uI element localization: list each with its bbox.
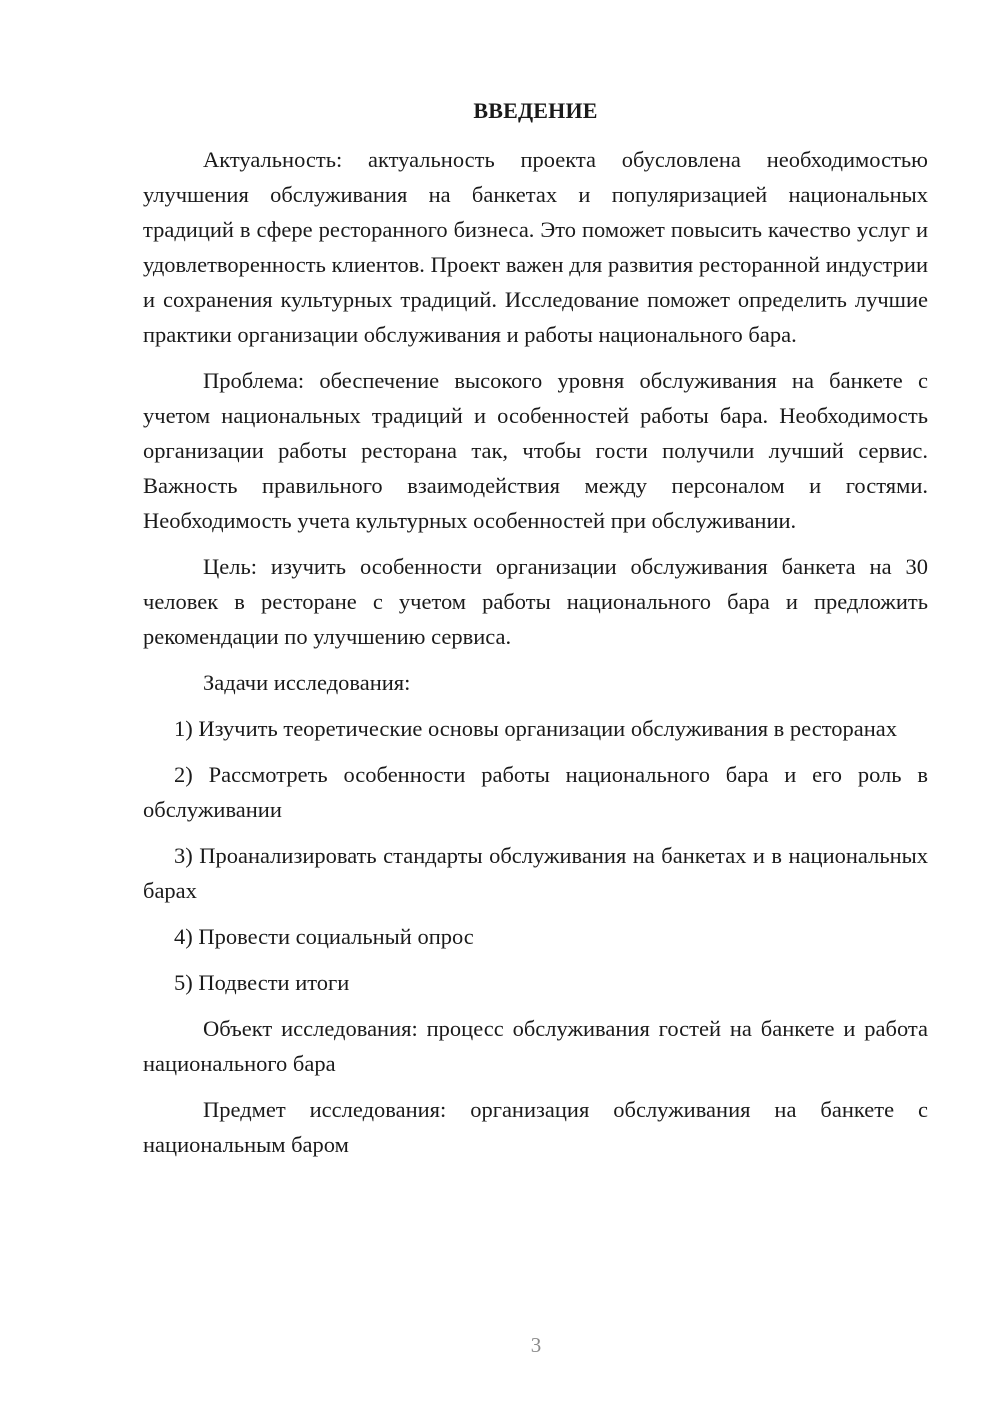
- task-item: 1) Изучить теоретические основы организации обслуживания в ресторанах: [174, 716, 897, 741]
- task-item: 5) Подвести итоги: [174, 970, 350, 995]
- page-number: 3: [530, 1333, 542, 1357]
- page-title: ВВЕДЕНИЕ: [473, 98, 598, 123]
- paragraph-goal: Цель: изучить особенности организации обслуживания банкета на 30 человек в ресторане с учетом работы национального бара и предложить рекомендации по улучшению сервиса.: [143, 554, 928, 649]
- paragraph-problem: Проблема: обеспечение высокого уровня обслуживания на банкете с учетом национальных традиций и особенностей работы бара. Необходимость организации работы ресторана так, чтобы гости получили лучший сервис. Важность правильного взаимодействия между персоналом и гостями. Необходимость учета культурных особенностей при обслуживании.: [143, 368, 928, 533]
- paragraph-tasks-title: Задачи исследования:: [203, 670, 411, 695]
- paragraph-relevance: Актуальность: актуальность проекта обусловлена необходимостью улучшения обслуживания на банкетах и популяризацией национальных традиций в сфере ресторанного бизнеса. Это поможет повысить качество услуг и удовлетворенность клиентов. Проект важен для развития ресторанной индустрии и сохранения культурных традиций. Исследование поможет определить лучшие практики организации обслуживания и работы национального бара.: [143, 147, 928, 347]
- paragraph-subject: Предмет исследования: организация обслуживания на банкете с национальным баром: [143, 1097, 928, 1157]
- task-item: 3) Проанализировать стандарты обслуживания на банкетах и в национальных барах: [143, 843, 928, 903]
- document-body: [143, 142, 928, 1173]
- task-item: 2) Рассмотреть особенности работы национального бара и его роль в обслуживании: [143, 762, 928, 822]
- task-item: 4) Провести социальный опрос: [174, 924, 474, 949]
- paragraph-object: Объект исследования: процесс обслуживания гостей на банкете и работа национального бара: [143, 1016, 928, 1076]
